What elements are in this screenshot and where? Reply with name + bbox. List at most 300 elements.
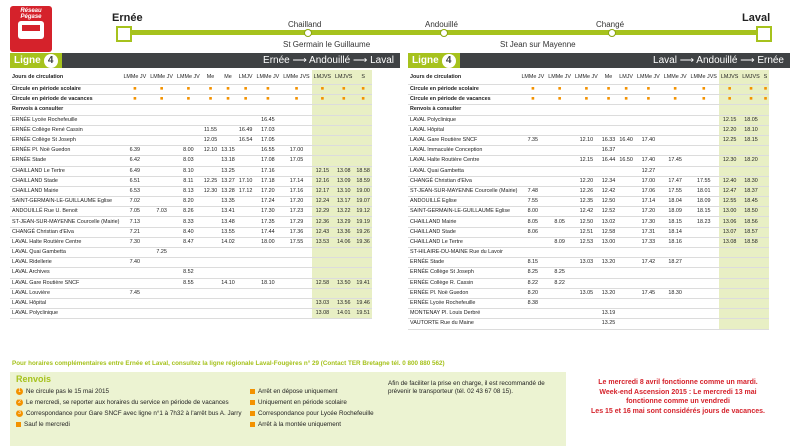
time-cell: 17.00 — [635, 176, 662, 186]
time-cell — [202, 197, 220, 207]
info-cell: ■ — [689, 95, 719, 105]
time-cell: 14.01 — [333, 309, 354, 319]
info-cell: ■ — [600, 95, 618, 105]
time-cell — [689, 288, 719, 298]
time-cell — [219, 309, 237, 319]
time-cell: 7.02 — [121, 197, 148, 207]
time-cell — [740, 248, 761, 258]
stop-name: CHAILLAND Mairie — [10, 186, 121, 196]
time-cell: 12.25 — [202, 176, 220, 186]
time-cell: 13.56 — [333, 298, 354, 308]
time-cell — [148, 217, 175, 227]
time-cell — [237, 309, 255, 319]
time-cell: 13.48 — [219, 217, 237, 227]
time-cell — [762, 278, 770, 288]
table-row — [408, 207, 769, 217]
time-cell: 17.55 — [689, 176, 719, 186]
time-cell: 18.58 — [740, 237, 761, 247]
time-cell: 16.40 — [617, 135, 635, 145]
time-cell: 18.09 — [662, 207, 689, 217]
time-cell: 13.20 — [600, 288, 618, 298]
time-cell — [573, 146, 600, 156]
time-cell — [719, 166, 740, 176]
table-row — [408, 278, 769, 288]
time-cell: 17.00 — [281, 146, 311, 156]
renvoi-cell — [312, 105, 333, 115]
time-cell — [635, 146, 662, 156]
time-cell — [689, 268, 719, 278]
time-cell — [312, 248, 333, 258]
time-cell: 18.09 — [689, 197, 719, 207]
info-cell: ■ — [354, 85, 372, 95]
time-cell: 7.05 — [121, 207, 148, 217]
time-cell — [689, 319, 719, 329]
column-days: LMMe JV — [546, 70, 573, 85]
info-cell: ■ — [354, 95, 372, 105]
time-cell — [635, 268, 662, 278]
table-row — [10, 186, 372, 196]
table-row — [408, 288, 769, 298]
table-row — [408, 298, 769, 308]
time-cell: 17.31 — [635, 227, 662, 237]
time-cell: 19.36 — [354, 237, 372, 247]
time-cell — [219, 125, 237, 135]
time-cell — [202, 217, 220, 227]
time-cell — [519, 319, 546, 329]
time-cell: 8.22 — [519, 278, 546, 288]
column-days: LMJVS — [719, 70, 740, 85]
time-cell — [617, 288, 635, 298]
time-cell — [333, 258, 354, 268]
time-cell — [719, 298, 740, 308]
table-row — [408, 176, 769, 186]
time-cell — [354, 156, 372, 166]
time-cell: 18.05 — [740, 115, 761, 125]
column-days: LMJV — [237, 70, 255, 85]
table-row — [408, 268, 769, 278]
time-cell — [519, 156, 546, 166]
time-cell — [354, 115, 372, 125]
renvoi-item: Arrêt à la montée uniquement — [250, 421, 341, 428]
time-cell — [617, 186, 635, 196]
time-cell — [600, 248, 618, 258]
time-cell: 18.30 — [740, 176, 761, 186]
info-cell: ■ — [333, 95, 354, 105]
time-cell: 17.10 — [237, 176, 255, 186]
time-cell — [202, 156, 220, 166]
info-cell: ■ — [219, 85, 237, 95]
time-cell: 13.50 — [333, 278, 354, 288]
renvoi-cell — [635, 105, 662, 115]
time-cell: 8.15 — [519, 258, 546, 268]
table-row — [10, 166, 372, 176]
time-cell — [354, 146, 372, 156]
stop-name: ERNÉE Lycée Rochefeuille — [10, 115, 121, 125]
time-cell — [354, 248, 372, 258]
time-cell: 8.40 — [175, 227, 202, 237]
stop-name: LAVAL Halte Routière Centre — [408, 156, 519, 166]
stop-name: CHANGÉ Christian d'Elva — [10, 227, 121, 237]
time-cell — [617, 125, 635, 135]
time-cell: 18.15 — [689, 207, 719, 217]
time-cell — [281, 258, 311, 268]
table-row — [408, 146, 769, 156]
time-cell: 12.58 — [600, 227, 618, 237]
info-cell: ■ — [281, 85, 311, 95]
time-cell: 8.05 — [519, 217, 546, 227]
info-cell: ■ — [237, 85, 255, 95]
info-cell: ■ — [175, 95, 202, 105]
route-stop-below: St Jean sur Mayenne — [500, 40, 576, 49]
time-cell: 8.20 — [519, 288, 546, 298]
time-cell: 14.02 — [219, 237, 237, 247]
time-cell: 12.10 — [202, 146, 220, 156]
time-cell — [237, 258, 255, 268]
time-cell: 12.20 — [719, 125, 740, 135]
info-label: Circule en période scolaire — [10, 85, 121, 95]
timetable-grid — [10, 70, 372, 319]
time-cell — [573, 278, 600, 288]
time-cell — [617, 298, 635, 308]
time-cell: 13.07 — [719, 227, 740, 237]
time-cell: 17.35 — [255, 217, 282, 227]
time-cell: 17.42 — [635, 258, 662, 268]
complement-note: Pour horaires complémentaires entre Ernée et Laval, consultez la ligne régionale Laval-Fougères n° 29 (Contact TER Bretagne tél. 0 800 880 562) — [12, 360, 445, 367]
time-cell — [689, 237, 719, 247]
time-cell: 18.59 — [354, 176, 372, 186]
info-cell: ■ — [312, 95, 333, 105]
info-cell: ■ — [121, 85, 148, 95]
time-cell — [719, 278, 740, 288]
time-cell — [762, 146, 770, 156]
time-cell: 13.05 — [573, 288, 600, 298]
time-cell — [617, 146, 635, 156]
time-cell — [121, 298, 148, 308]
time-cell — [617, 309, 635, 319]
renvois-row — [408, 105, 769, 115]
time-cell — [175, 125, 202, 135]
time-cell: 19.19 — [354, 217, 372, 227]
time-cell: 18.57 — [740, 227, 761, 237]
time-cell: 19.51 — [354, 309, 372, 319]
time-cell: 17.36 — [281, 227, 311, 237]
info-cell: ■ — [121, 95, 148, 105]
time-cell — [689, 309, 719, 319]
stop-name: LAVAL Polyclinique — [408, 115, 519, 125]
time-cell — [121, 309, 148, 319]
stop-name: ANDOUILLÉ Rue U. Benoit — [10, 207, 121, 217]
info-cell: ■ — [148, 85, 175, 95]
time-cell: 13.22 — [333, 207, 354, 217]
column-days: LMJVS — [333, 70, 354, 85]
stop-name: LAVAL Quai Gambetta — [408, 166, 519, 176]
time-cell — [762, 298, 770, 308]
info-cell: ■ — [740, 85, 761, 95]
table-row — [408, 125, 769, 135]
time-cell: 11.55 — [202, 125, 220, 135]
time-cell — [762, 309, 770, 319]
stop-name: CHAILLAND Mairie — [408, 217, 519, 227]
time-cell — [519, 166, 546, 176]
info-cell: ■ — [255, 85, 282, 95]
time-cell: 12.05 — [202, 135, 220, 145]
renvoi-item: 2 Le mercredi, se reporter aux horaires du service en période de vacances — [16, 399, 229, 406]
table-row — [408, 197, 769, 207]
time-cell: 12.50 — [600, 197, 618, 207]
header-row — [10, 70, 372, 85]
time-cell: 8.05 — [546, 217, 573, 227]
time-cell — [740, 166, 761, 176]
info-cell: ■ — [662, 95, 689, 105]
time-cell: 7.30 — [121, 237, 148, 247]
time-cell — [617, 166, 635, 176]
time-cell: 13.06 — [719, 217, 740, 227]
warning-line: Week-end Ascension 2015 : Le mercredi 13 mai — [599, 388, 757, 396]
info-cell: ■ — [333, 85, 354, 95]
time-cell — [219, 298, 237, 308]
stop-name: LAVAL Gare Routière SNCF — [408, 135, 519, 145]
time-cell — [762, 237, 770, 247]
stop-name: ANDOUILLÉ Eglise — [408, 197, 519, 207]
time-cell — [281, 115, 311, 125]
time-cell — [689, 115, 719, 125]
table-row — [408, 135, 769, 145]
time-cell — [617, 268, 635, 278]
time-cell — [573, 309, 600, 319]
column-days: LMMe JV — [148, 70, 175, 85]
time-cell — [148, 156, 175, 166]
renvois-title: Renvois — [16, 374, 52, 384]
renvois-box — [10, 372, 380, 446]
time-cell: 19.12 — [354, 207, 372, 217]
time-cell: 19.46 — [354, 298, 372, 308]
table-row — [408, 166, 769, 176]
time-cell — [202, 309, 220, 319]
info-row — [408, 85, 769, 95]
time-cell: 14.10 — [219, 278, 237, 288]
time-cell: 7.03 — [148, 207, 175, 217]
time-cell — [546, 197, 573, 207]
renvoi-cell — [762, 105, 770, 115]
renvoi-cell — [354, 105, 372, 115]
time-cell: 13.25 — [219, 166, 237, 176]
time-cell: 16.54 — [237, 135, 255, 145]
time-cell: 13.08 — [719, 237, 740, 247]
time-cell — [237, 156, 255, 166]
table-row — [10, 176, 372, 186]
table-row — [10, 156, 372, 166]
table-row — [10, 278, 372, 288]
time-cell — [546, 258, 573, 268]
time-cell: 17.55 — [281, 237, 311, 247]
renvoi-cell — [662, 105, 689, 115]
time-cell — [255, 258, 282, 268]
stop-dot — [608, 29, 616, 37]
renvoi-cell — [740, 105, 761, 115]
time-cell — [333, 135, 354, 145]
time-cell — [762, 217, 770, 227]
time-cell: 7.13 — [121, 217, 148, 227]
time-cell: 17.55 — [662, 186, 689, 196]
table-row — [10, 227, 372, 237]
time-cell — [617, 176, 635, 186]
time-cell — [600, 125, 618, 135]
table-row — [408, 227, 769, 237]
time-cell — [202, 166, 220, 176]
time-cell — [662, 166, 689, 176]
stop-name: CHAILLAND Stade — [10, 176, 121, 186]
time-cell: 17.08 — [255, 156, 282, 166]
time-cell: 8.52 — [175, 268, 202, 278]
table-row — [10, 258, 372, 268]
time-cell: 13.17 — [333, 197, 354, 207]
time-cell: 8.47 — [175, 237, 202, 247]
time-cell — [354, 125, 372, 135]
info-label: Circule en période de vacances — [408, 95, 519, 105]
table-row — [10, 268, 372, 278]
time-cell: 12.15 — [573, 156, 600, 166]
time-cell: 13.35 — [219, 197, 237, 207]
route-start: Ernée — [112, 12, 143, 24]
route-start-marker — [116, 26, 132, 42]
time-cell — [237, 278, 255, 288]
time-cell — [719, 288, 740, 298]
time-cell — [662, 268, 689, 278]
time-cell — [662, 146, 689, 156]
time-cell — [333, 248, 354, 258]
time-cell: 13.08 — [312, 309, 333, 319]
time-cell — [689, 278, 719, 288]
time-cell: 13.03 — [573, 258, 600, 268]
table-row — [408, 237, 769, 247]
time-cell: 18.14 — [662, 227, 689, 237]
time-cell — [519, 146, 546, 156]
time-cell — [255, 298, 282, 308]
time-cell — [635, 278, 662, 288]
time-cell: 12.58 — [312, 278, 333, 288]
time-cell — [689, 156, 719, 166]
time-cell — [762, 227, 770, 237]
time-cell: 18.23 — [689, 217, 719, 227]
time-cell — [175, 309, 202, 319]
table-row — [10, 217, 372, 227]
time-cell: 7.21 — [121, 227, 148, 237]
time-cell: 13.41 — [219, 207, 237, 217]
time-cell — [202, 207, 220, 217]
time-cell — [237, 237, 255, 247]
time-cell — [255, 248, 282, 258]
stop-name: LAVAL Immaculée Conception — [408, 146, 519, 156]
renvoi-cell — [148, 105, 175, 115]
time-cell: 18.50 — [740, 207, 761, 217]
time-cell — [689, 248, 719, 258]
column-days: LMJVS — [312, 70, 333, 85]
column-days: LMMe JV — [519, 70, 546, 85]
renvoi-cell — [202, 105, 220, 115]
time-cell: 8.25 — [519, 268, 546, 278]
time-cell — [740, 309, 761, 319]
stop-name: ERNÉE Stade — [10, 156, 121, 166]
time-cell — [237, 146, 255, 156]
info-cell: ■ — [662, 85, 689, 95]
time-cell — [354, 135, 372, 145]
time-cell — [546, 186, 573, 196]
time-cell — [689, 166, 719, 176]
time-cell: 13.55 — [219, 227, 237, 237]
time-cell — [762, 125, 770, 135]
time-cell: 13.27 — [219, 176, 237, 186]
time-cell — [662, 248, 689, 258]
column-days: LMMe JV — [121, 70, 148, 85]
info-cell: ■ — [573, 85, 600, 95]
time-cell: 16.44 — [600, 156, 618, 166]
time-cell — [635, 248, 662, 258]
time-cell: 12.55 — [719, 197, 740, 207]
time-cell: 16.49 — [237, 125, 255, 135]
time-cell: 12.25 — [719, 135, 740, 145]
calendar-warning — [568, 372, 788, 446]
renvoi-cell — [546, 105, 573, 115]
info-cell: ■ — [281, 95, 311, 105]
time-cell — [237, 197, 255, 207]
time-cell — [148, 268, 175, 278]
time-cell — [312, 146, 333, 156]
time-cell — [635, 125, 662, 135]
time-cell: 13.02 — [600, 217, 618, 227]
stop-name: ERNÉE Collège René Cassin — [10, 125, 121, 135]
time-cell — [281, 268, 311, 278]
time-cell: 12.10 — [573, 135, 600, 145]
time-cell: 13.20 — [600, 258, 618, 268]
time-cell: 17.30 — [255, 207, 282, 217]
time-cell: 17.16 — [255, 166, 282, 176]
time-cell: 18.16 — [662, 237, 689, 247]
header-row — [408, 70, 769, 85]
time-cell: 13.19 — [600, 309, 618, 319]
time-cell — [121, 268, 148, 278]
time-cell — [333, 288, 354, 298]
time-cell — [762, 135, 770, 145]
time-cell: 16.45 — [255, 115, 282, 125]
renvoi-cell — [255, 105, 282, 115]
time-cell: 8.13 — [175, 186, 202, 196]
time-cell — [354, 268, 372, 278]
info-cell: ■ — [740, 95, 761, 105]
time-cell — [148, 186, 175, 196]
time-cell — [617, 237, 635, 247]
time-cell — [312, 156, 333, 166]
info-cell: ■ — [617, 95, 635, 105]
time-cell: 8.55 — [175, 278, 202, 288]
time-cell — [546, 227, 573, 237]
renvoi-item: Uniquement en période scolaire — [250, 399, 347, 406]
time-cell — [546, 288, 573, 298]
time-cell — [617, 319, 635, 329]
time-cell — [354, 258, 372, 268]
route-line — [0, 0, 800, 48]
time-cell — [148, 309, 175, 319]
time-cell — [762, 166, 770, 176]
time-cell: 18.37 — [740, 186, 761, 196]
time-cell — [281, 125, 311, 135]
line-badge: Ligne 4 — [408, 53, 460, 68]
info-cell: ■ — [519, 85, 546, 95]
time-cell — [719, 248, 740, 258]
time-cell — [662, 115, 689, 125]
time-cell: 13.10 — [333, 186, 354, 196]
table-row — [10, 298, 372, 308]
warning-line: Le mercredi 8 avril fonctionne comme un mardi. — [598, 379, 758, 386]
